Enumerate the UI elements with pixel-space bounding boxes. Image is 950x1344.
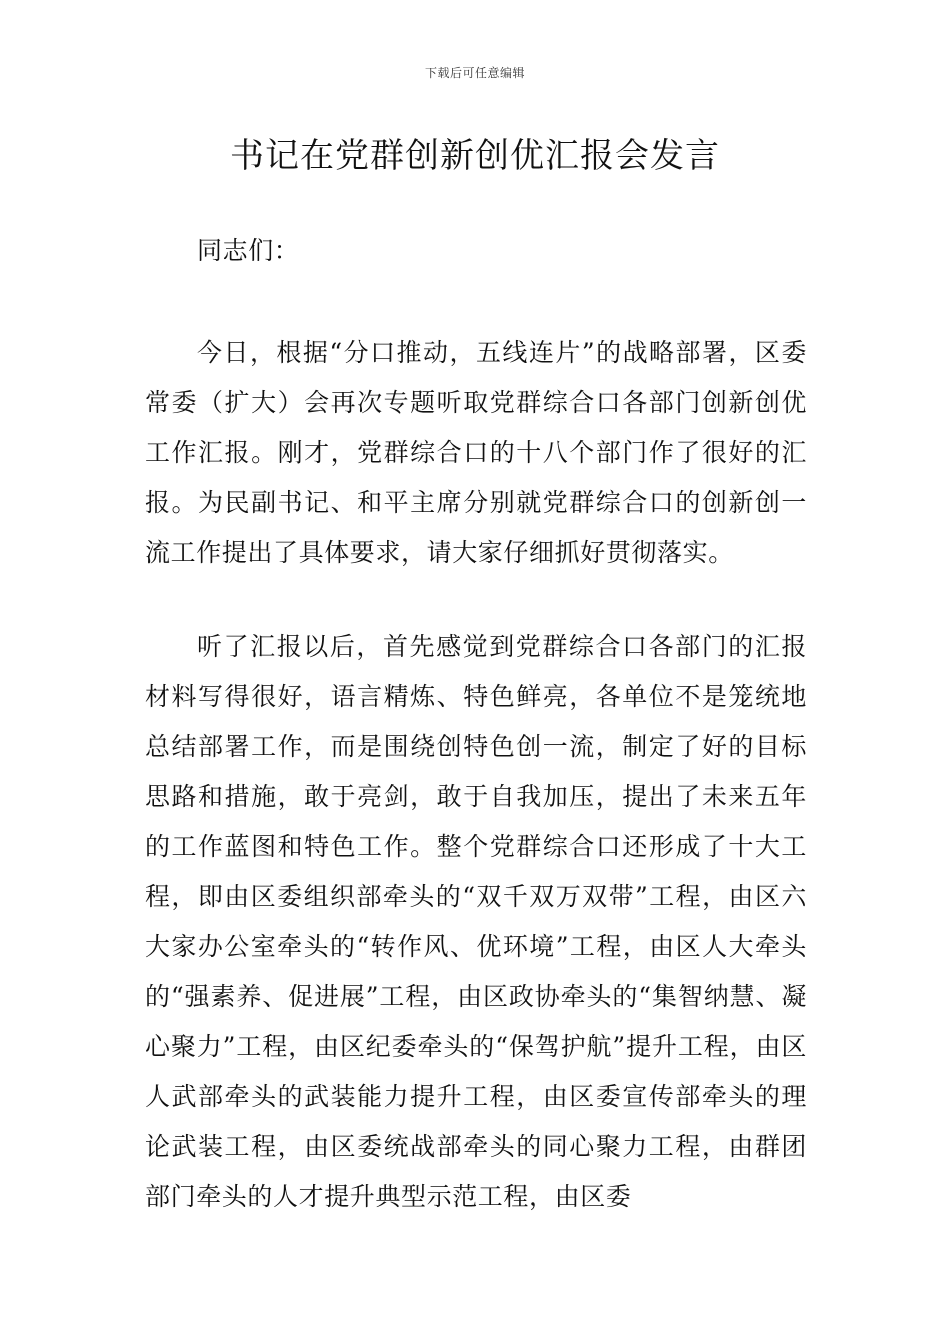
paragraph-2: 听了汇报以后，首先感觉到党群综合口各部门的汇报材料写得很好，语言精炼、特色鲜亮，各单位不是笼统地总结部署工作，而是围绕创特色创一流，制定了好的目标思路和措施，敢于亮剑，敢于自我加压，提出了未来五年的工作蓝图和特色工作。整个党群综合口还形成了十大工程，即由区委组织部牵头的“双千双万双带”工程，由区六大家办公室牵头的“转作风、优环境”工程，由区人大牵头的“强素养、促进展”工程，由区政协牵头的“集智纳慧、凝心聚力”工程，由区纪委牵头的“保驾护航”提升工程，由区人武部牵头的武装能力提升工程，由区委宣传部牵头的理论武装工程，由区委统战部牵头的同心聚力工程，由群团部门牵头的人才提升典型示范工程，由区委 <box>145 632 807 1211</box>
document-title: 书记在党群创新创优汇报会发言 <box>230 136 720 176</box>
paragraph-1: 今日，根据“分口推动，五线连片”的战略部署，区委常委（扩大）会再次专题听取党群综合口各部门创新创优工作汇报。刚才，党群综合口的十八个部门作了很好的汇报。为民副书记、和平主席分别就党群综合口的创新创一流工作提出了具体要求，请大家仔细抓好贯彻落实。 <box>145 338 807 567</box>
header-note: 下载后可任意编辑 <box>424 66 525 80</box>
salutation: 同志们： <box>197 236 300 265</box>
